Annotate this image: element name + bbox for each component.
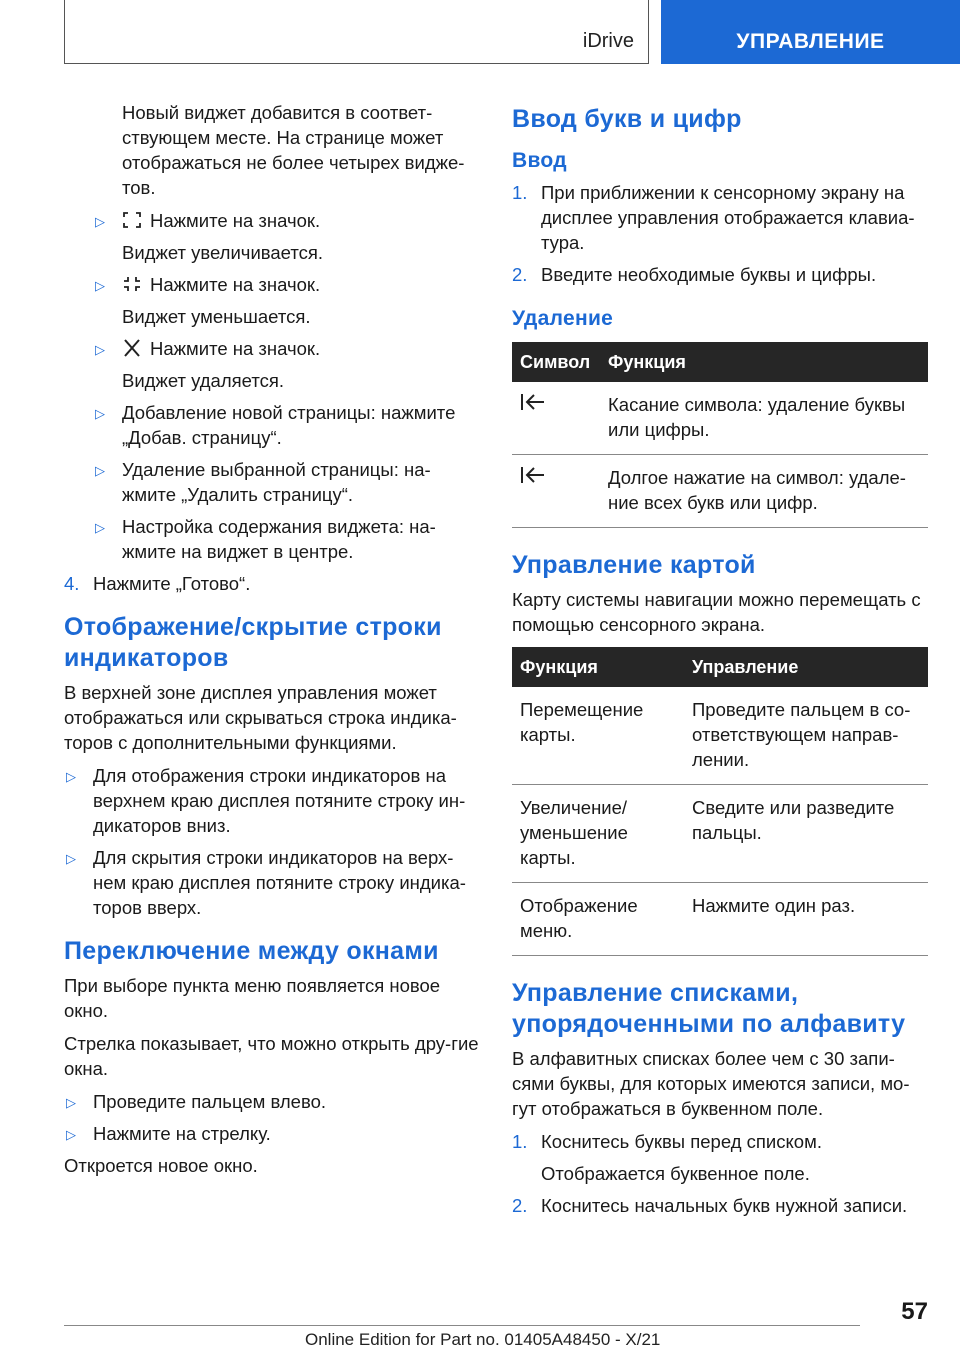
bullet-triangle-icon: ▷ <box>95 342 105 357</box>
map-table <box>512 647 928 956</box>
bullet-remove: ▷ Нажмите на значок. <box>64 336 480 361</box>
step-number: 1. <box>512 1131 528 1152</box>
backspace-arrow-icon <box>520 392 546 412</box>
bullet-delete-page: ▷ Удаление выбранной страницы: на-жмите „Удалить страницу“. <box>95 459 431 505</box>
table-header: Символ <box>512 342 600 382</box>
lists-step: 1. Коснитесь буквы перед списком. <box>512 1131 822 1152</box>
lists-heading: Управление списками, упорядоченными по алфавиту <box>512 979 906 1038</box>
bullet-add-page: ▷ Добавление новой страницы: нажмите „Добав. страницу“. <box>95 402 456 448</box>
input-step: 1. При приближении к сенсорному экрану на дисплее управления отображается клавиа-тура. <box>512 182 915 253</box>
input-heading: Ввод букв и цифр <box>512 105 742 133</box>
table-cell: Сведите или разведите пальцы. <box>684 785 928 883</box>
table-row <box>512 455 928 528</box>
windows-result: Откроется новое окно. <box>64 1155 258 1176</box>
lists-step: 2. Коснитесь начальных букв нужной записи. <box>512 1195 908 1216</box>
table-row <box>512 687 928 785</box>
table-row <box>512 785 928 883</box>
footer-divider <box>64 1325 860 1326</box>
indicator-bullet: ▷ Для скрытия строки индикаторов на верх-нем краю дисплея потяните строку индика-торов вверх. <box>66 847 466 918</box>
expand-icon <box>122 211 142 229</box>
bullet-triangle-icon: ▷ <box>66 1095 76 1110</box>
header-title-box <box>64 0 649 64</box>
windows-heading: Переключение между окнами <box>64 937 439 965</box>
bullet-shrink: ▷ Нажмите на значок. <box>64 272 480 297</box>
table-cell: Перемещение карты. <box>512 687 684 785</box>
bullet-triangle-icon: ▷ <box>95 520 105 535</box>
bullet-triangle-icon: ▷ <box>95 214 105 229</box>
bullet-triangle-icon: ▷ <box>95 463 105 478</box>
input-subheading: Ввод <box>512 149 567 172</box>
indicator-heading: Отображение/скрытие строки индикаторов <box>64 613 442 672</box>
delete-subheading: Удаление <box>512 307 614 330</box>
edition-text: Online Edition for Part no. 01405A48450 - X/21 <box>305 1330 661 1349</box>
bullet-triangle-icon: ▷ <box>66 1127 76 1142</box>
bullet-widget-content: ▷ Настройка содержания виджета: на-жмите на виджет в центре. <box>95 516 436 562</box>
windows-bullet: ▷ Проведите пальцем влево. <box>64 1089 480 1114</box>
page-number: 57 <box>901 1298 928 1325</box>
bullet-result: Виджет уменьшается. <box>122 306 311 327</box>
table-header: Управление <box>684 647 928 687</box>
indicator-text: В верхней зоне дисплея управления может отображаться или скрываться строка индика-торов с дополнительными функциями. <box>64 682 457 753</box>
windows-bullet: ▷ Нажмите на стрелку. <box>64 1121 480 1146</box>
table-cell: Нажмите один раз. <box>684 883 928 956</box>
step-number: 2. <box>512 1195 528 1216</box>
header-section: УПРАВЛЕНИЕ <box>736 30 885 53</box>
table-cell: Отображение меню. <box>512 883 684 956</box>
intro-text: Новый виджет добавится в соответ-ствующем месте. На странице может отображаться не более четырех видже-тов. <box>122 102 465 198</box>
header-section-tab <box>661 0 960 64</box>
right-column <box>512 100 928 1225</box>
table-row <box>512 883 928 956</box>
left-column <box>64 100 480 1178</box>
step-4: 4. Нажмите „Готово“. <box>64 573 251 594</box>
table-header: Функция <box>512 647 684 687</box>
bullet-triangle-icon: ▷ <box>95 278 105 293</box>
table-cell: Долгое нажатие на символ: удале-ние всех букв или цифр. <box>600 455 928 528</box>
table-cell: Касание символа: удаление буквы или цифры. <box>600 382 928 455</box>
bullet-triangle-icon: ▷ <box>95 406 105 421</box>
table-row <box>512 382 928 455</box>
backspace-arrow-icon <box>520 465 546 485</box>
step-number: 2. <box>512 264 528 285</box>
step-number: 1. <box>512 182 528 203</box>
input-step: 2. Введите необходимые буквы и цифры. <box>512 264 877 285</box>
map-heading: Управление картой <box>512 551 756 579</box>
close-x-icon <box>122 339 142 357</box>
map-text: Карту системы навигации можно перемещать с помощью сенсорного экрана. <box>512 589 921 635</box>
table-cell: Увеличение/ уменьшение карты. <box>512 785 684 883</box>
bullet-result: Виджет увеличивается. <box>122 242 324 263</box>
bullet-triangle-icon: ▷ <box>66 851 76 866</box>
bullet-expand: ▷ Нажмите на значок. <box>64 208 480 233</box>
bullet-result: Виджет удаляется. <box>122 370 285 391</box>
delete-table <box>512 342 928 528</box>
header-title: iDrive <box>582 30 634 52</box>
bullet-triangle-icon: ▷ <box>66 769 76 784</box>
table-cell: Проведите пальцем в со-ответствующем направ-лении. <box>684 687 928 785</box>
indicator-bullet: ▷ Для отображения строки индикаторов на верхнем краю дисплея потяните строку ин-дикаторов вниз. <box>66 765 466 836</box>
windows-text: Стрелка показывает, что можно открыть дру-гие окна. <box>64 1033 479 1079</box>
table-header: Функция <box>600 342 928 382</box>
lists-text: В алфавитных списках более чем с 30 запи-сями буквы, для которых имеются записи, мо-гут отображаться в буквенном поле. <box>512 1048 910 1119</box>
shrink-icon <box>122 275 142 293</box>
windows-text: При выборе пункта меню появляется новое окно. <box>64 975 441 1021</box>
lists-step-result: Отображается буквенное поле. <box>541 1163 810 1184</box>
step-number: 4. <box>64 573 80 594</box>
